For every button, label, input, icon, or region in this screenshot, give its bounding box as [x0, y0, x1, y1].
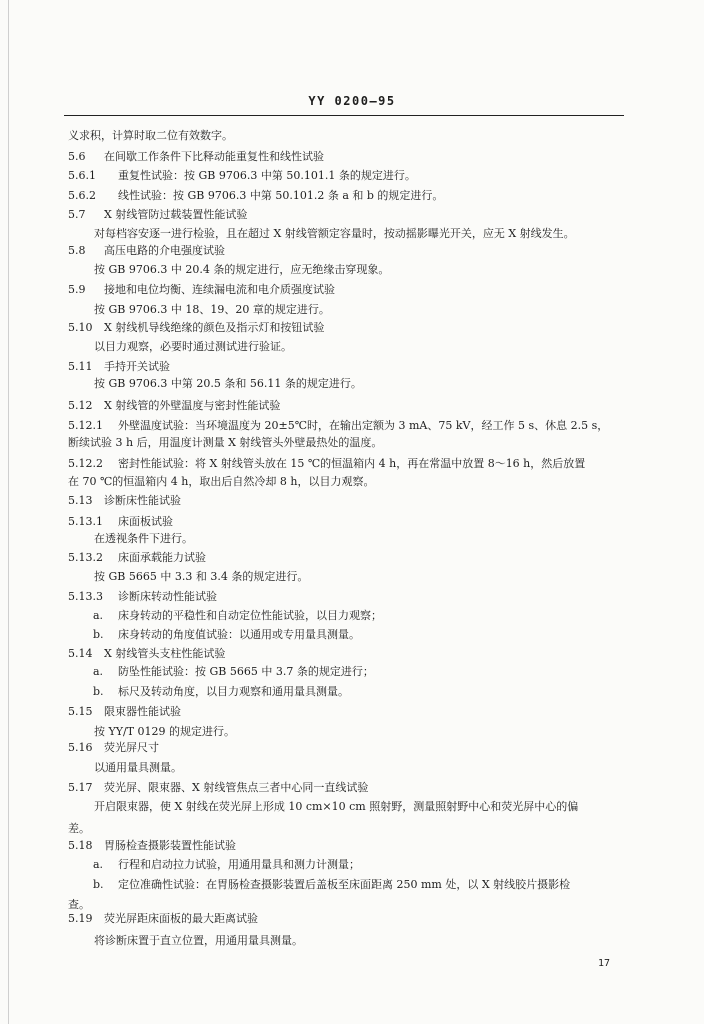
section-number: 5.7: [68, 208, 86, 221]
section-number: 5.12.1: [68, 419, 103, 432]
section-number: 5.6.2: [68, 189, 96, 202]
section-number: 5.11: [68, 360, 93, 373]
section-heading: X 射线管的外壁温度与密封性能试验: [104, 399, 281, 412]
section-heading: 床面承载能力试验: [118, 551, 206, 564]
body-text: 断续试验 3 h 后，用温度计测量 X 射线管头外壁最热处的温度。: [68, 436, 383, 449]
body-text: 按 GB 9706.3 中 20.4 条的规定进行，应无绝缘击穿现象。: [94, 263, 390, 276]
section-number: 5.12.2: [68, 457, 103, 470]
section-heading: X 射线机导线绝缘的颜色及指示灯和按钮试验: [104, 321, 325, 334]
section-number: 5.19: [68, 912, 93, 925]
body-text: 按 YY/T 0129 的规定进行。: [94, 725, 236, 738]
section-heading: 诊断床转动性能试验: [118, 590, 217, 603]
body-text: 将诊断床置于直立位置，用通用量具测量。: [94, 934, 303, 947]
body-text: 按 GB 9706.3 中 18、19、20 章的规定进行。: [94, 303, 330, 316]
section-number: 5.13.1: [68, 515, 103, 528]
list-item-text: 标尺及转动角度，以目力观察和通用量具测量。: [118, 685, 349, 698]
list-marker: a.: [93, 858, 104, 871]
body-text: 在透视条件下进行。: [94, 532, 193, 545]
scan-edge: [8, 0, 9, 1024]
body-text: 对每档容安逐一进行检验，且在超过 X 射线管额定容量时，按动摇影曝光开关，应无 X 射线发生。: [94, 227, 575, 240]
section-number: 5.12: [68, 399, 93, 412]
section-heading: 诊断床性能试验: [104, 494, 181, 507]
section-number: 5.14: [68, 647, 93, 660]
section-heading: 高压电路的介电强度试验: [104, 244, 225, 257]
list-marker: a.: [93, 609, 104, 622]
list-item-text: 防坠性能试验：按 GB 5665 中 3.7 条的规定进行；: [118, 665, 374, 678]
section-heading: 密封性能试验：将 X 射线管头放在 15 ℃的恒温箱内 4 h，再在常温中放置 8～16 h，然后放置: [118, 457, 586, 470]
header-rule: [64, 115, 624, 116]
section-number: 5.18: [68, 839, 93, 852]
section-number: 5.9: [68, 283, 86, 296]
list-marker: b.: [93, 628, 104, 641]
list-marker: a.: [93, 665, 104, 678]
section-number: 5.10: [68, 321, 93, 334]
section-number: 5.6: [68, 150, 86, 163]
section-number: 5.13.3: [68, 590, 103, 603]
body-text: 以目力观察，必要时通过测试进行验证。: [94, 340, 292, 353]
page-header: YY 0200—95: [308, 94, 396, 108]
section-number: 5.17: [68, 781, 93, 794]
list-item-text: 床身转动的平稳性和自动定位性能试验，以目力观察；: [118, 609, 382, 622]
body-text: 义求积，计算时取二位有效数字。: [68, 129, 233, 142]
body-text: 按 GB 5665 中 3.3 和 3.4 条的规定进行。: [94, 570, 309, 583]
section-heading: 荧光屏距床面板的最大距离试验: [104, 912, 258, 925]
section-heading: 线性试验：按 GB 9706.3 中第 50.101.2 条 a 和 b 的规定进行。: [118, 189, 444, 202]
section-heading: 床面板试验: [118, 515, 173, 528]
section-number: 5.13.2: [68, 551, 103, 564]
list-item-text: 定位准确性试验：在胃肠检查摄影装置后盖板至床面距离 250 mm 处，以 X 射线胶片摄影检: [118, 878, 571, 891]
section-heading: X 射线管防过载装置性能试验: [104, 208, 248, 221]
body-text: 在 70 ℃的恒温箱内 4 h，取出后自然冷却 8 h，以目力观察。: [68, 475, 375, 488]
body-text: 差。: [68, 822, 90, 835]
section-number: 5.8: [68, 244, 86, 257]
section-heading: 在间歇工作条件下比释动能重复性和线性试验: [104, 150, 324, 163]
list-marker: b.: [93, 685, 104, 698]
list-item-text: 行程和启动拉力试验，用通用量具和测力计测量；: [118, 858, 360, 871]
section-number: 5.15: [68, 705, 93, 718]
section-heading: 外壁温度试验：当环境温度为 20±5℃时，在输出定额为 3 mA、75 kV，经工作 5 s、休息 2.5 s，: [118, 419, 609, 432]
section-number: 5.6.1: [68, 169, 96, 182]
section-heading: 荧光屏、限束器、X 射线管焦点三者中心同一直线试验: [104, 781, 369, 794]
section-heading: 限束器性能试验: [104, 705, 181, 718]
list-item-text: 床身转动的角度值试验：以通用或专用量具测量。: [118, 628, 360, 641]
section-number: 5.16: [68, 741, 93, 754]
section-heading: 胃肠检查摄影装置性能试验: [104, 839, 236, 852]
section-heading: 手持开关试验: [104, 360, 170, 373]
page-number: 17: [598, 958, 611, 969]
section-heading: 荧光屏尺寸: [104, 741, 159, 754]
body-text: 开启限束器，使 X 射线在荧光屏上形成 10 cm×10 cm 照射野，测量照射野中心和荧光屏中心的偏: [94, 800, 579, 813]
body-text: 按 GB 9706.3 中第 20.5 条和 56.11 条的规定进行。: [94, 377, 362, 390]
body-text: 查。: [68, 898, 90, 911]
section-number: 5.13: [68, 494, 93, 507]
body-text: 以通用量具测量。: [94, 761, 182, 774]
section-heading: 接地和电位均衡、连续漏电流和电介质强度试验: [104, 283, 335, 296]
section-heading: 重复性试验：按 GB 9706.3 中第 50.101.1 条的规定进行。: [118, 169, 416, 182]
list-marker: b.: [93, 878, 104, 891]
section-heading: X 射线管头支柱性能试验: [104, 647, 226, 660]
